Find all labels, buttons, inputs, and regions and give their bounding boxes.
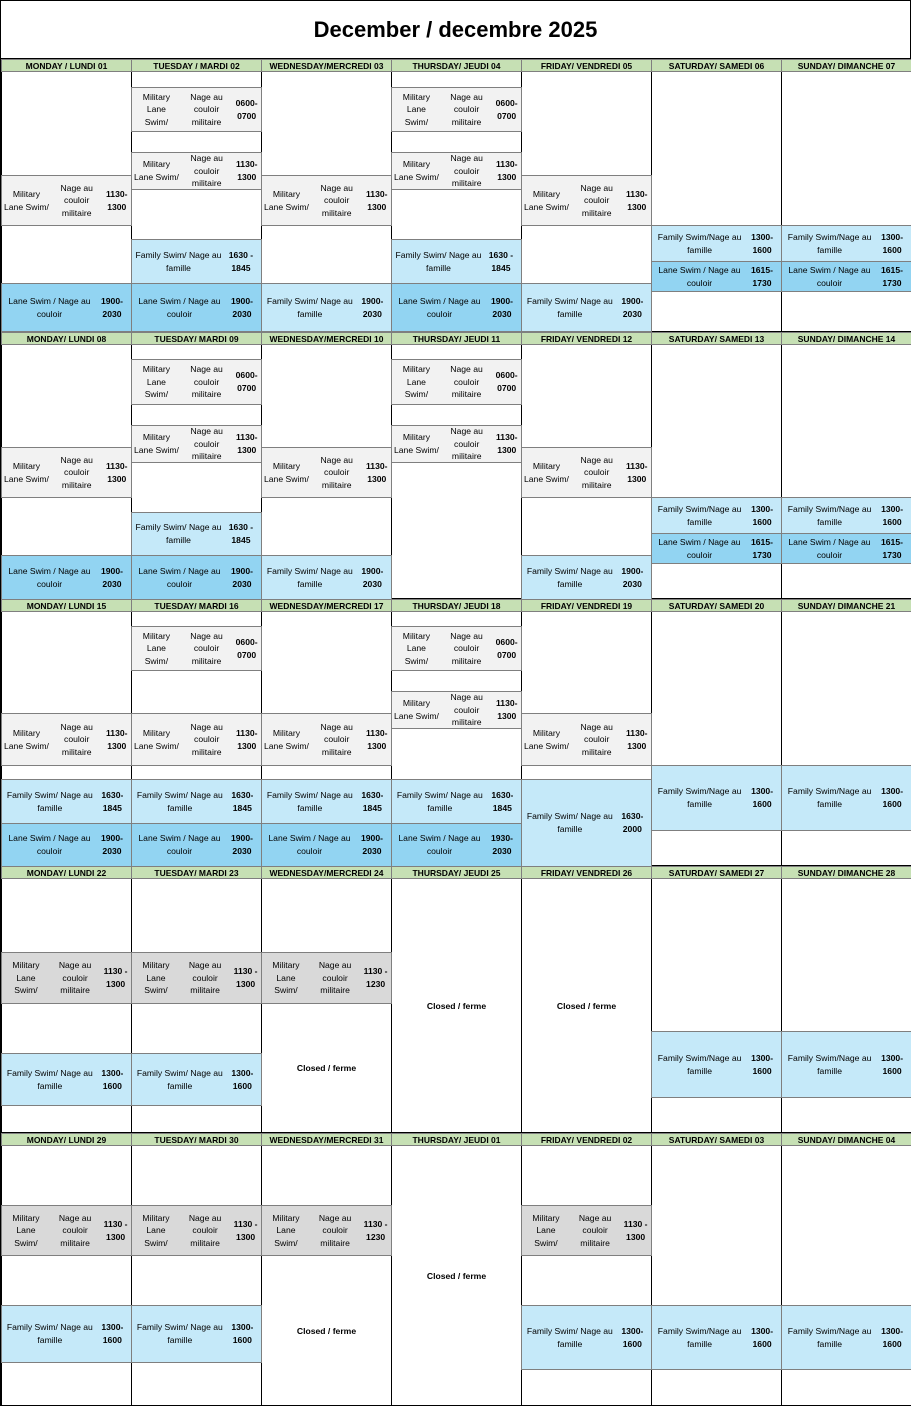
lane-swim-event: Lane Swim / Nage au couloir 1900-2030	[1, 555, 132, 600]
day-header: SUNDAY/ DIMANCHE 07	[781, 59, 911, 72]
military-lane-swim-event: Military Lane Swim/ Nage au couloir militaire 1130-1300	[521, 713, 652, 766]
day-header: TUESDAY/ MARDI 23	[131, 866, 262, 879]
military-lane-swim-event: Military Lane Swim/ Nage au couloir militaire 1130-1300	[391, 152, 522, 190]
day-header: FRIDAY/ VENDREDI 02	[521, 1133, 652, 1146]
family-swim-event: Family Swim/Nage au famille 1300-1600	[651, 1031, 782, 1098]
military-lane-swim-event: Military Lane Swim/ Nage au couloir militaire 1130-1300	[521, 447, 652, 498]
lane-swim-event: Lane Swim / Nage au couloir 1615-1730	[651, 261, 782, 292]
military-lane-swim-event: Military Lane Swim/ Nage au couloir militaire 0600-0700	[391, 626, 522, 671]
day-header: THURSDAY/ JEUDI 11	[391, 332, 522, 345]
day-cell	[651, 72, 782, 332]
military-lane-swim-event: Military Lane Swim/ Nage au couloir militaire 1130-1300	[521, 175, 652, 226]
military-lane-swim-event: Military Lane Swim/ Nage au couloir militaire 1130-1300	[1, 175, 132, 226]
military-lane-swim-event: Military Lane Swim/ Nage au couloir militaire 1130-1300	[261, 713, 392, 766]
day-header: SATURDAY/ SAMEDI 06	[651, 59, 782, 72]
family-swim-event: Family Swim/ Nage au famille 1630 - 1845	[391, 239, 522, 284]
military-lane-swim-event: Military Lane Swim/ Nage au couloir militaire 0600-0700	[131, 359, 262, 405]
lane-swim-event: Lane Swim / Nage au couloir 1615-1730	[651, 533, 782, 564]
lane-swim-event: Lane Swim / Nage au couloir 1900-2030	[1, 283, 132, 332]
family-swim-event: Family Swim/Nage au famille 1300-1600	[781, 225, 911, 262]
day-header: TUESDAY / MARDI 02	[131, 59, 262, 72]
military-lane-swim-event: Military Lane Swim/ Nage au couloir militaire 0600-0700	[391, 87, 522, 132]
lane-swim-event: Lane Swim / Nage au couloir 1900-2030	[131, 823, 262, 867]
military-lane-swim-event: Military Lane Swim/ Nage au couloir militaire 1130 - 1300	[131, 1205, 262, 1256]
lane-swim-event: Lane Swim / Nage au couloir 1930-2030	[391, 823, 522, 867]
military-lane-swim-event: Military Lane Swim/ Nage au couloir militaire 1130-1300	[1, 713, 132, 766]
family-swim-event: Family Swim/ Nage au famille 1630 - 1845	[131, 239, 262, 284]
lane-swim-event: Lane Swim / Nage au couloir 1615-1730	[781, 261, 911, 292]
lane-swim-event: Lane Swim / Nage au couloir 1900-2030	[391, 283, 522, 332]
military-lane-swim-event: Military Lane Swim/ Nage au couloir militaire 1130 - 1300	[1, 1205, 132, 1256]
military-lane-swim-event: Military Lane Swim/ Nage au couloir militaire 1130-1300	[131, 425, 262, 463]
military-lane-swim-event: Military Lane Swim/ Nage au couloir militaire 1130-1300	[261, 175, 392, 226]
military-lane-swim-event: Military Lane Swim/ Nage au couloir militaire 1130-1300	[131, 152, 262, 190]
day-header: SATURDAY/ SAMEDI 27	[651, 866, 782, 879]
closed-label: Closed / ferme	[296, 1325, 357, 1336]
lane-swim-event: Lane Swim / Nage au couloir 1900-2030	[261, 823, 392, 867]
day-header: WEDNESDAY/MERCREDI 03	[261, 59, 392, 72]
day-header: FRIDAY/ VENDREDI 05	[521, 59, 652, 72]
lane-swim-event: Lane Swim / Nage au couloir 1900-2030	[1, 823, 132, 867]
day-header: SATURDAY/ SAMEDI 03	[651, 1133, 782, 1146]
day-header: TUESDAY/ MARDI 16	[131, 599, 262, 612]
family-swim-event: Family Swim/Nage au famille 1300-1600	[781, 497, 911, 534]
day-header: SATURDAY/ SAMEDI 20	[651, 599, 782, 612]
family-swim-event: Family Swim/ Nage au famille 1300-1600	[1, 1305, 132, 1363]
military-lane-swim-event: Military Lane Swim/ Nage au couloir militaire 1130-1300	[391, 691, 522, 729]
day-header: THURSDAY/ JEUDI 18	[391, 599, 522, 612]
military-lane-swim-event: Military Lane Swim/ Nage au couloir militaire 1130 - 1300	[1, 952, 132, 1004]
military-lane-swim-event: Military Lane Swim/ Nage au couloir militaire 1130 - 1230	[261, 1205, 392, 1256]
day-header: WEDNESDAY/MERCREDI 31	[261, 1133, 392, 1146]
day-header: SATURDAY/ SAMEDI 13	[651, 332, 782, 345]
military-lane-swim-event: Military Lane Swim/ Nage au couloir militaire 1130-1300	[131, 713, 262, 766]
military-lane-swim-event: Military Lane Swim/ Nage au couloir militaire 1130 - 1300	[521, 1205, 652, 1256]
day-header: THURSDAY/ JEUDI 04	[391, 59, 522, 72]
day-header: MONDAY/ LUNDI 22	[1, 866, 132, 879]
military-lane-swim-event: Military Lane Swim/ Nage au couloir militaire 0600-0700	[391, 359, 522, 405]
day-header: FRIDAY/ VENDREDI 26	[521, 866, 652, 879]
day-header: TUESDAY/ MARDI 09	[131, 332, 262, 345]
lane-swim-event: Lane Swim / Nage au couloir 1900-2030	[131, 283, 262, 332]
family-swim-event: Family Swim/ Nage au famille 1900-2030	[261, 555, 392, 600]
day-header: SUNDAY/ DIMANCHE 14	[781, 332, 911, 345]
family-swim-event: Family Swim/ Nage au famille 1630-1845	[391, 779, 522, 824]
family-swim-event: Family Swim/ Nage au famille 1630-1845	[131, 779, 262, 824]
family-swim-event: Family Swim/Nage au famille 1300-1600	[781, 1305, 911, 1370]
military-lane-swim-event: Military Lane Swim/ Nage au couloir militaire 1130-1300	[261, 447, 392, 498]
day-cell	[781, 72, 911, 332]
day-header: FRIDAY/ VENDREDI 12	[521, 332, 652, 345]
family-swim-event: Family Swim/ Nage au famille 1900-2030	[261, 283, 392, 332]
family-swim-event: Family Swim/ Nage au famille 1630-1845	[261, 779, 392, 824]
day-header: FRIDAY/ VENDREDI 19	[521, 599, 652, 612]
family-swim-event: Family Swim/Nage au famille 1300-1600	[651, 225, 782, 262]
military-lane-swim-event: Military Lane Swim/ Nage au couloir militaire 1130-1300	[1, 447, 132, 498]
family-swim-event: Family Swim/Nage au famille 1300-1600	[651, 1305, 782, 1370]
day-header: WEDNESDAY/MERCREDI 10	[261, 332, 392, 345]
military-lane-swim-event: Military Lane Swim/ Nage au couloir militaire 1130 - 1300	[131, 952, 262, 1004]
day-header: SUNDAY/ DIMANCHE 21	[781, 599, 911, 612]
family-swim-event: Family Swim/ Nage au famille 1300-1600	[1, 1053, 132, 1106]
day-header: MONDAY/ LUNDI 15	[1, 599, 132, 612]
family-swim-event: Family Swim/Nage au famille 1300-1600	[651, 497, 782, 534]
family-swim-event: Family Swim/ Nage au famille 1630-2000	[521, 779, 652, 867]
family-swim-event: Family Swim/Nage au famille 1300-1600	[781, 1031, 911, 1098]
military-lane-swim-event: Military Lane Swim/ Nage au couloir militaire 0600-0700	[131, 626, 262, 671]
closed-label: Closed / ferme	[296, 1063, 357, 1074]
day-header: SUNDAY/ DIMANCHE 28	[781, 866, 911, 879]
lane-swim-event: Lane Swim / Nage au couloir 1615-1730	[781, 533, 911, 564]
day-header: TUESDAY/ MARDI 30	[131, 1133, 262, 1146]
day-header: MONDAY/ LUNDI 08	[1, 332, 132, 345]
family-swim-event: Family Swim/ Nage au famille 1300-1600	[131, 1053, 262, 1106]
calendar-title: December / decembre 2025	[1, 1, 910, 59]
lane-swim-event: Lane Swim / Nage au couloir 1900-2030	[131, 555, 262, 600]
military-lane-swim-event: Military Lane Swim/ Nage au couloir militaire 1130 - 1230	[261, 952, 392, 1004]
day-header: WEDNESDAY/MERCREDI 24	[261, 866, 392, 879]
military-lane-swim-event: Military Lane Swim/ Nage au couloir militaire 0600-0700	[131, 87, 262, 132]
day-header: THURSDAY/ JEUDI 01	[391, 1133, 522, 1146]
family-swim-event: Family Swim/Nage au famille 1300-1600	[781, 765, 911, 831]
family-swim-event: Family Swim/ Nage au famille 1900-2030	[521, 283, 652, 332]
family-swim-event: Family Swim/ Nage au famille 1300-1600	[131, 1305, 262, 1363]
day-header: THURSDAY/ JEUDI 25	[391, 866, 522, 879]
day-cell	[131, 1146, 262, 1406]
day-header: WEDNESDAY/MERCREDI 17	[261, 599, 392, 612]
day-header: SUNDAY/ DIMANCHE 04	[781, 1133, 911, 1146]
family-swim-event: Family Swim/ Nage au famille 1630 - 1845	[131, 512, 262, 556]
day-header: MONDAY/ LUNDI 29	[1, 1133, 132, 1146]
military-lane-swim-event: Military Lane Swim/ Nage au couloir militaire 1130-1300	[391, 425, 522, 463]
family-swim-event: Family Swim/ Nage au famille 1630-1845	[1, 779, 132, 824]
closed-label: Closed / ferme	[556, 1001, 617, 1012]
closed-label: Closed / ferme	[426, 1271, 487, 1282]
family-swim-event: Family Swim/ Nage au famille 1900-2030	[521, 555, 652, 600]
day-cell	[1, 1146, 132, 1406]
family-swim-event: Family Swim/Nage au famille 1300-1600	[651, 765, 782, 831]
day-header: MONDAY / LUNDI 01	[1, 59, 132, 72]
closed-label: Closed / ferme	[426, 1001, 487, 1012]
family-swim-event: Family Swim/ Nage au famille 1300-1600	[521, 1305, 652, 1370]
